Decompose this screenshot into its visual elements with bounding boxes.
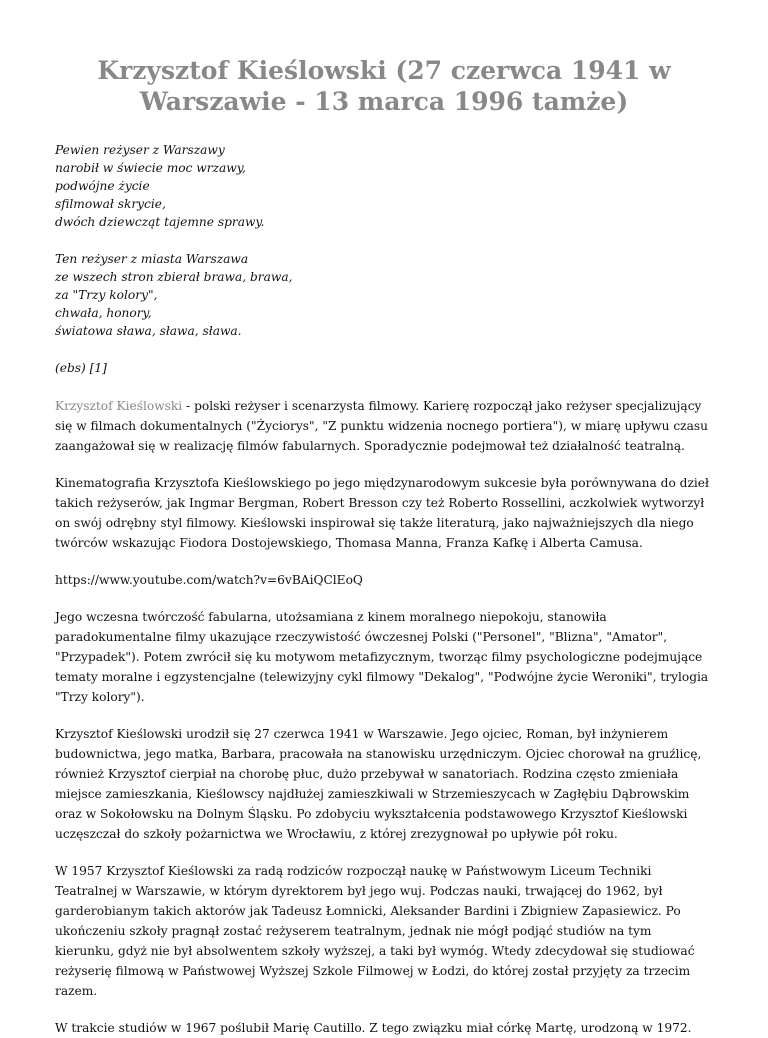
poem-attribution (55, 359, 713, 377)
intro-paragraph (55, 396, 713, 456)
paragraph: W trakcie studiów w 1967 poślubił Marię Cautillo. Z tego związku miał córkę Martę, urodzoną w 1972. (55, 1021, 692, 1035)
poem-line: ze wszech stron zbierał brawa, brawa, (55, 270, 293, 284)
poem-line: Ten reżyser z miasta Warszawa (55, 252, 249, 266)
poem-line: chwała, honory, (55, 306, 152, 320)
poem-line: podwójne życie (55, 179, 150, 193)
poem-line: narobił w świecie moc wrzawy, (55, 161, 246, 175)
poem-line: dwóch dziewcząt tajemne sprawy. (55, 215, 265, 229)
paragraph: W 1957 Krzysztof Kieślowski za radą rodziców rozpoczął naukę w Państwowym Liceum Techniki Teatralnej w Warszawie, w którym dyrektorem był jego wuj. Podczas nauki, trwającej do 1962, był garderobianym takich aktorów jak Tadeusz Łomnicki, Aleksander Bardini i Zbigniew Zapasiewicz. Po ukończeniu szkoły pragnął zostać reżyserem teatralnym, jednak nie mógł podjąć studiów na tym kierunku, gdyż nie był absolwentem szkoły wyższej, a taki był wymóg. Wtedy zdecydował się studiować reżyserię filmową w Państwowej Wyższej Szkole Filmowej w Łodzi, do której został przyjęty za trzecim razem. (55, 864, 695, 998)
video-url[interactable]: https://www.youtube.com/watch?v=6vBAiQClEoQ (55, 573, 363, 587)
poem-stanza-1 (55, 141, 713, 231)
poem-stanza-2 (55, 250, 713, 340)
attribution-text: (ebs) [1] (55, 361, 107, 375)
page-title: Krzysztof Kieślowski (27 czerwca 1941 w Warszawie - 13 marca 1996 tamże) (97, 56, 671, 116)
poem-line: światowa sława, sława, sława. (55, 324, 242, 338)
poem-line: Pewien reżyser z Warszawy (55, 143, 225, 157)
paragraph: Krzysztof Kieślowski urodził się 27 czerwca 1941 w Warszawie. Jego ojciec, Roman, był inżynierem budownictwa, jego matka, Barbara, pracowała na stanowisku urzędniczym. Ojciec chorował na gruźlicę, również Krzysztof cierpiał na chorobę płuc, dużo przebywał w sanatoriach. Rodzina często zmieniała miejsce zamieszkania, Kieślowscy najdłużej zamieszkiwali w Strzemieszycach w Zagłębiu Dąbrowskim oraz w Sokołowsku na Dolnym Śląsku. Po zdobyciu wykształcenia podstawowego Krzysztof Kieślowski uczęszczał do szkoły pożarnictwa we Wrocławiu, z której zrezygnował po upływie pół roku. (55, 727, 702, 841)
author-link[interactable]: Krzysztof Kieślowski (55, 399, 183, 413)
paragraph: Kinematografia Krzysztofa Kieślowskiego po jego międzynarodowym sukcesie była porównywana do dzieł takich reżyserów, jak Ingmar Bergman, Robert Bresson czy też Roberto Rossellini, aczkolwiek wytworzył on swój odrębny styl filmowy. Kieślowski inspirował się także literaturą, jako najważniejszych dla niego twórców wskazując Fiodora Dostojewskiego, Thomasa Manna, Franza Kafkę i Alberta Camusa. (55, 476, 709, 550)
poem-line: za "Trzy kolory", (55, 288, 158, 302)
intro-text: - polski reżyser i scenarzysta filmowy. Karierę rozpoczął jako reżyser specjalizujący się w filmach dokumentalnych ("Życiorys", "Z punktu widzenia nocnego portiera"), w miarę upływu czasu zaangażował się w realizację filmów fabularnych. Sporadycznie podejmował też działalność teatralną. (55, 399, 708, 453)
paragraph: Jego wczesna twórczość fabularna, utożsamiana z kinem moralnego niepokoju, stanowiła paradokumentalne filmy ukazujące rzeczywistość ówczesnej Polski ("Personel", "Blizna", "Amator", "Przypadek"). Potem zwrócił się ku motywom metafizycznym, tworząc filmy psychologiczne podejmujące tematy moralne i egzystencjalne (telewizyjny cykl filmowy "Dekalog", "Podwójne życie Weroniki", trylogia "Trzy kolory"). (55, 610, 709, 704)
poem-line: sfilmował skrycie, (55, 197, 166, 211)
